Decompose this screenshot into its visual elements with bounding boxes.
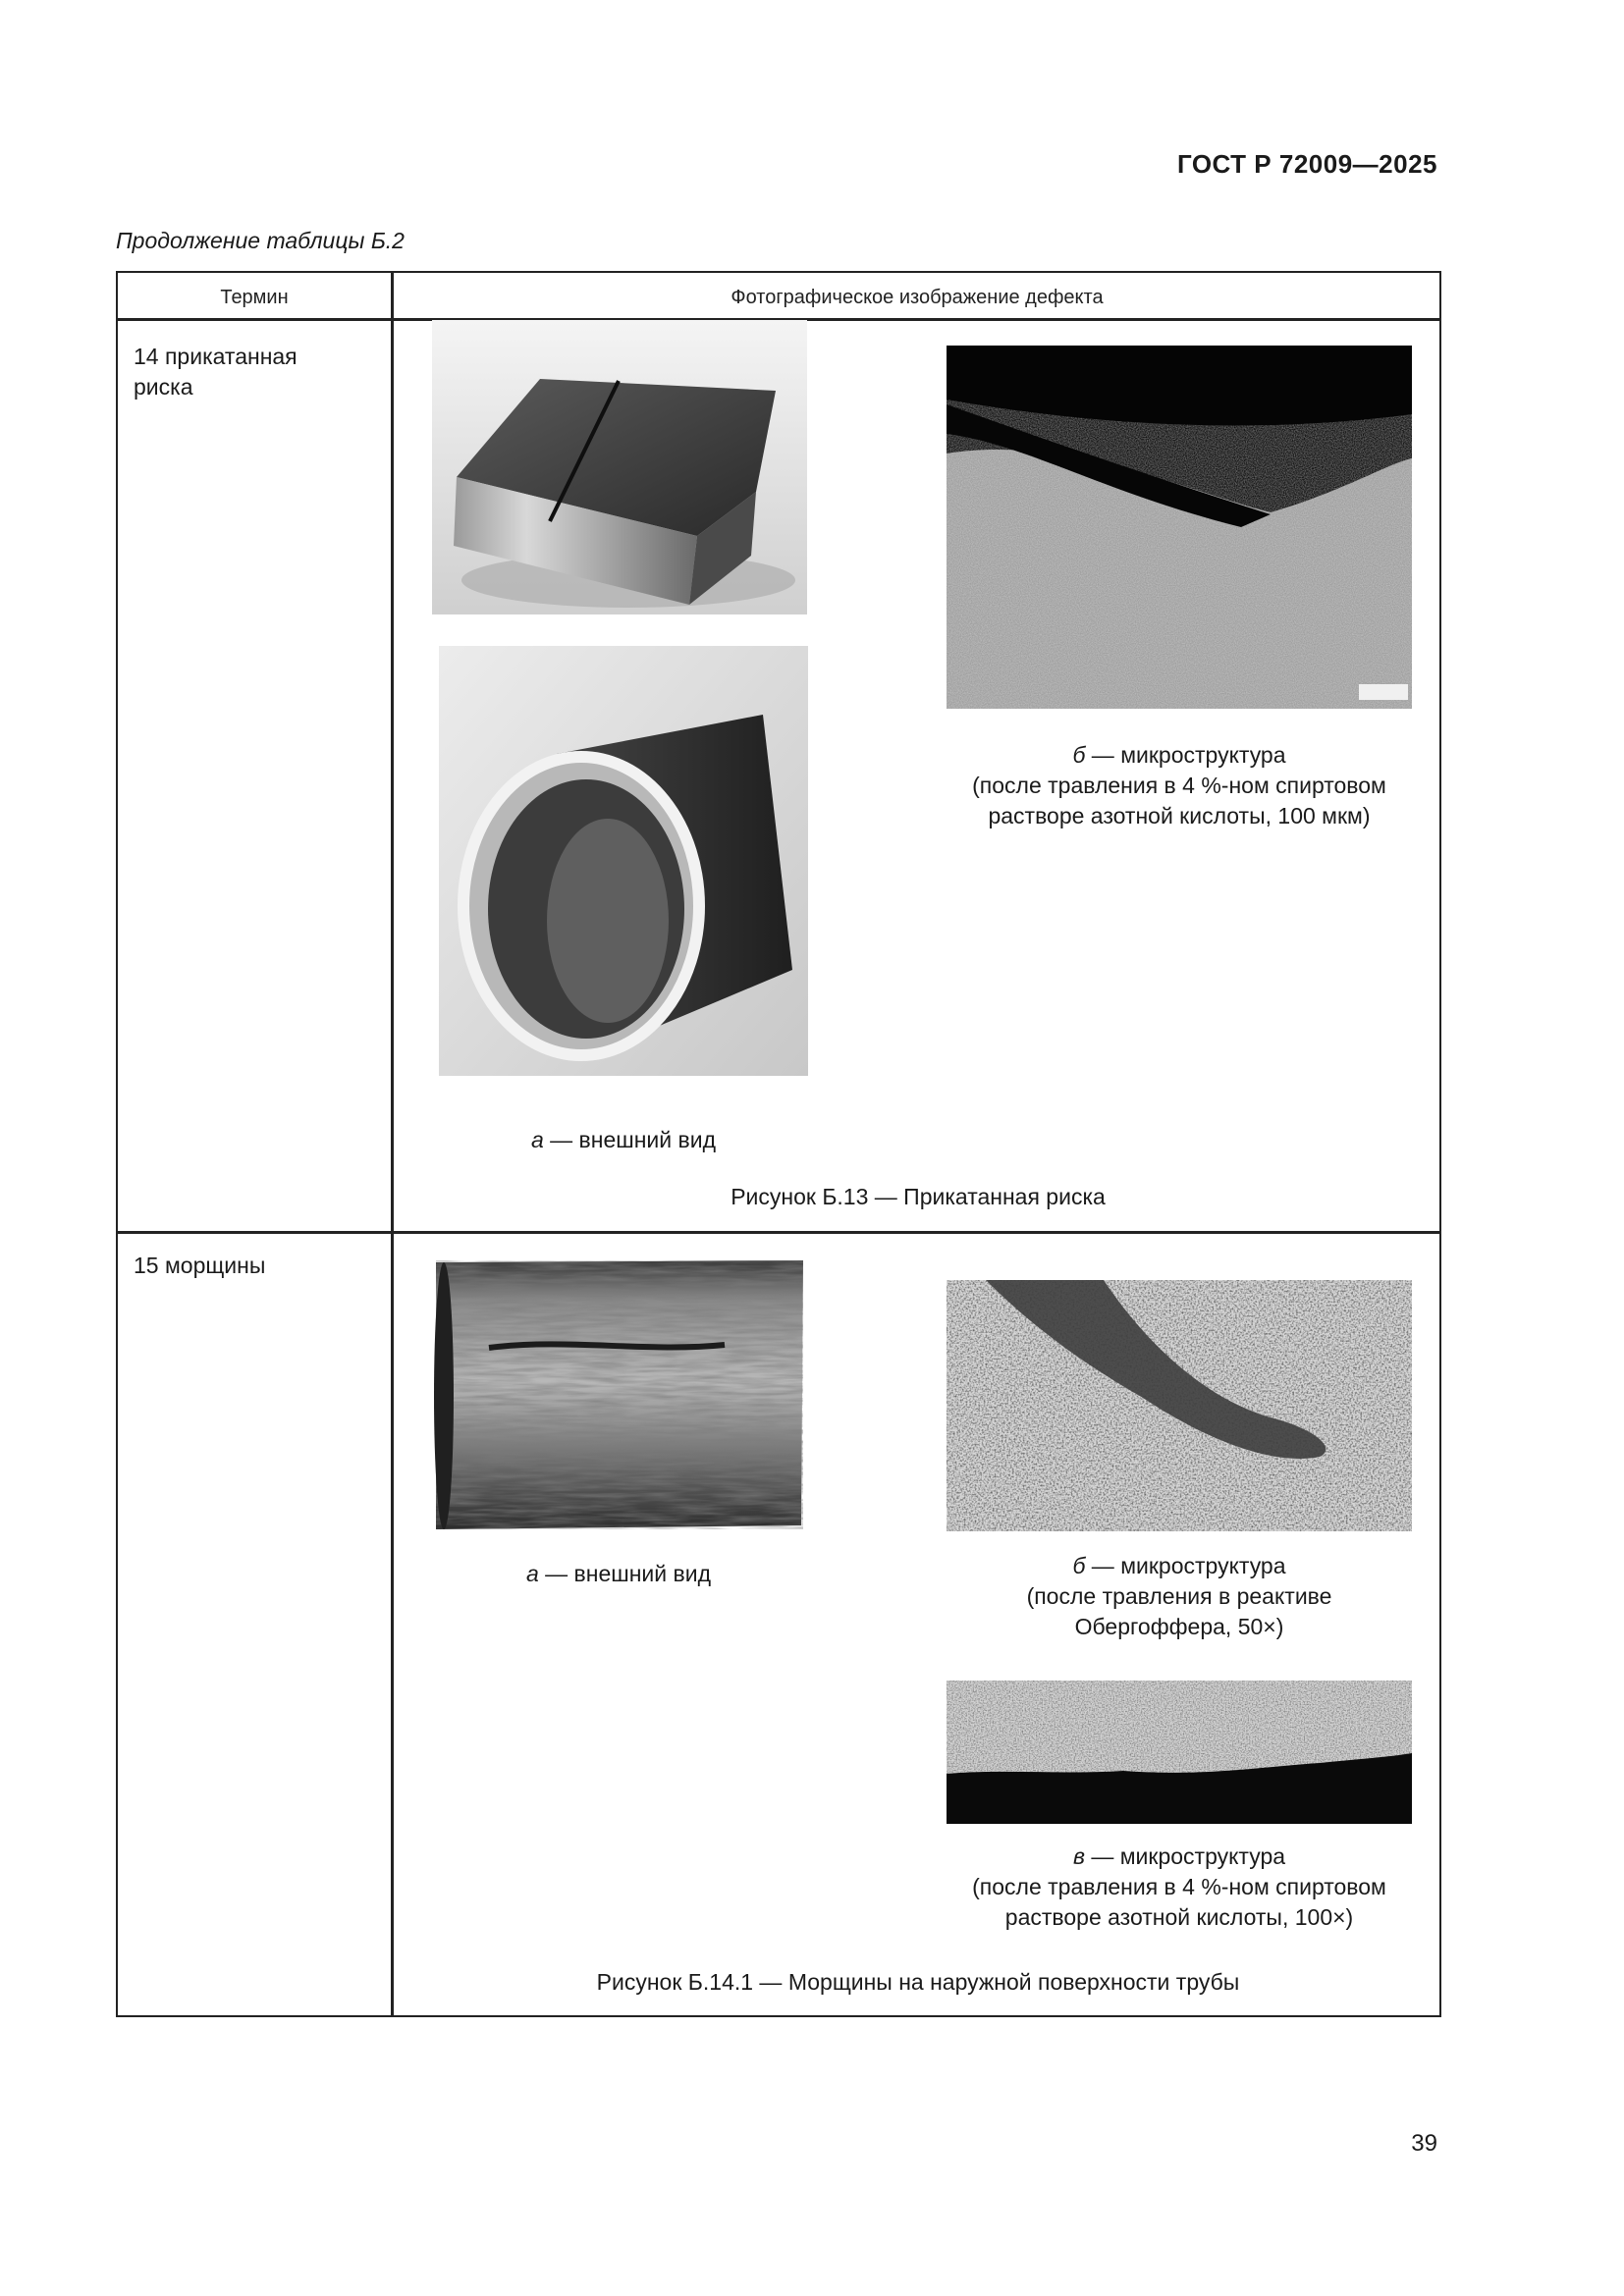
caption-c-microstructure [947,1842,1412,1933]
caption-letter: б [1072,1553,1086,1578]
page-number: 39 [1411,2130,1437,2157]
caption-b-microstructure [947,740,1412,831]
document-standard-number: ГОСТ Р 72009—2025 [1176,149,1437,179]
caption-text: — микроструктура [1084,1843,1286,1869]
caption-a-external-view [430,1559,807,1589]
row-divider [118,1231,1439,1234]
term-wrinkles: 15 морщины [134,1253,266,1278]
caption-letter: в [1072,1843,1085,1869]
caption-text: (после травления в реактиве [1026,1583,1332,1609]
term-rolled-in-scratch: 14 прикатанная риска [134,344,298,400]
table-continuation-label: Продолжение таблицы Б.2 [116,228,405,253]
column-divider [391,273,394,2015]
figure-caption: Рисунок Б.14.1 — Морщины на наружной поверхности трубы [596,1969,1240,1995]
caption-text: — внешний вид [538,1561,711,1586]
photo-microstructure-b [947,1280,1412,1531]
defects-table [116,271,1441,2017]
caption-text: — внешний вид [543,1127,716,1152]
photo-microstructure-c [947,1681,1412,1824]
caption-text: — микроструктура [1085,742,1286,768]
photo-pipe-external-view [430,1255,807,1533]
caption-letter: а [530,1127,544,1152]
caption-text: растворе азотной кислоты, 100 мкм) [988,803,1371,828]
caption-b-microstructure [947,1551,1412,1642]
caption-text: Обергоффера, 50×) [1074,1614,1284,1639]
caption-text: растворе азотной кислоты, 100×) [1004,1904,1354,1930]
caption-text: (после травления в 4 %-ном спиртовом [972,773,1386,798]
caption-letter: б [1072,742,1086,768]
photo-microstructure-b [947,346,1412,709]
photo-block-external-view [432,320,807,618]
caption-letter: а [525,1561,539,1586]
column-header-term: Термин [220,287,289,308]
photo-ring-external-view [439,646,808,1076]
column-header-photo: Фотографическое изображение дефекта [731,287,1104,308]
caption-text: — микроструктура [1085,1553,1286,1578]
caption-a-external-view [439,1125,808,1155]
figure-caption: Рисунок Б.13 — Прикатанная риска [731,1184,1106,1209]
caption-text: (после травления в 4 %-ном спиртовом [972,1874,1386,1899]
